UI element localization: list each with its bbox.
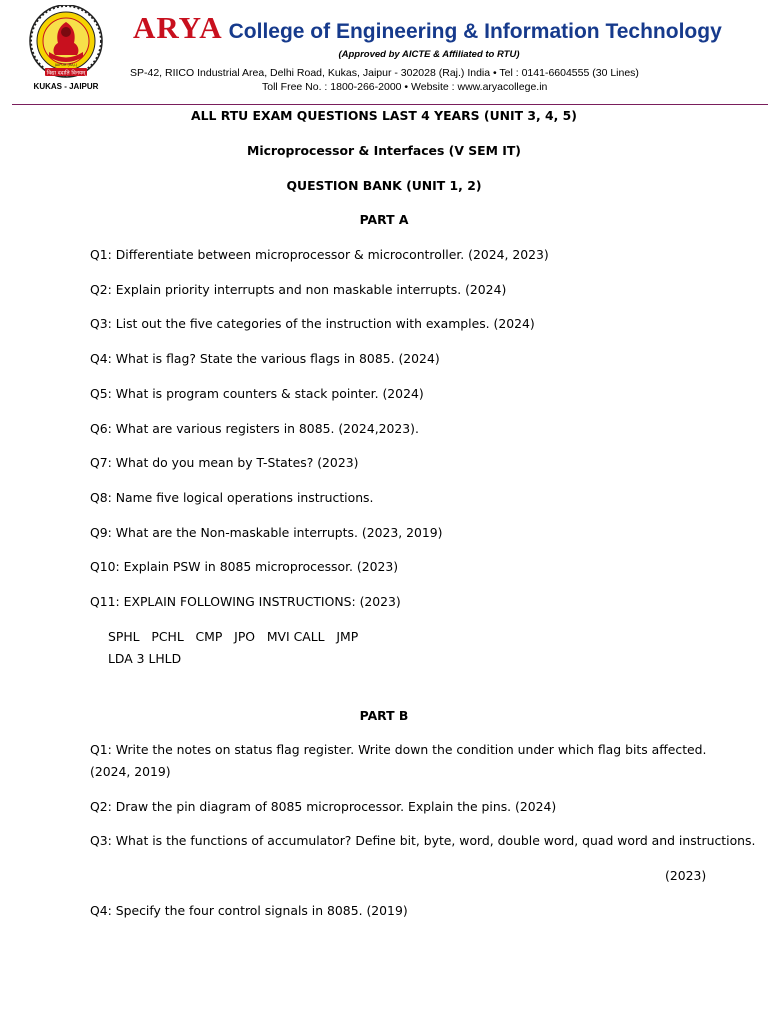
- instruction-list-line-2: LDA 3 LHLD: [108, 651, 182, 666]
- part-b-q3-year: (2023): [665, 868, 707, 883]
- tollfree-line: Toll Free No. : 1800-266-2000 • Website : www.aryacollege.in: [262, 81, 548, 93]
- college-name: [133, 10, 722, 46]
- part-a-question: Q10: Explain PSW in 8085 microprocessor. (2023): [90, 559, 399, 574]
- doc-subject: Microprocessor & Interfaces (V SEM IT): [247, 143, 521, 158]
- part-a-question: Q8: Name five logical operations instructions.: [90, 490, 374, 505]
- part-b-question: Q3: What is the functions of accumulator? Define bit, byte, word, double word, quad word and instructions.: [90, 833, 756, 848]
- approval-note: (Approved by AICTE & Affiliated to RTU): [338, 49, 520, 60]
- logo-location: KUKAS - JAIPUR: [33, 82, 99, 91]
- part-a-heading: PART A: [359, 212, 409, 227]
- college-logo: [14, 5, 118, 91]
- college-title: College of Engineering & Information Technology: [228, 20, 722, 43]
- part-a-question: Q3: List out the five categories of the instruction with examples. (2024): [90, 316, 535, 331]
- part-a-question: Q6: What are various registers in 8085. (2024,2023).: [90, 421, 419, 436]
- part-a-question: Q2: Explain priority interrupts and non maskable interrupts. (2024): [90, 282, 507, 297]
- part-a-question: Q4: What is flag? State the various flags in 8085. (2024): [90, 351, 440, 366]
- logo-city: JAIPUR (RAJ.): [54, 63, 78, 67]
- part-a-question: Q9: What are the Non-maskable interrupts. (2023, 2019): [90, 525, 443, 540]
- address-line: SP-42, RIICO Industrial Area, Delhi Road, Kukas, Jaipur - 302028 (Raj.) India • Tel : 0141-6604555 (30 Lines): [130, 67, 639, 79]
- doc-question-bank: QUESTION BANK (UNIT 1, 2): [286, 178, 482, 193]
- part-b-question: Q1: Write the notes on status flag register. Write down the condition under which flag bits affected. (2024, 2019): [90, 742, 707, 779]
- part-a-question: Q5: What is program counters & stack pointer. (2024): [90, 386, 424, 401]
- part-a-question: Q7: What do you mean by T-States? (2023): [90, 455, 359, 470]
- doc-title: ALL RTU EXAM QUESTIONS LAST 4 YEARS (UNIT 3, 4, 5): [191, 108, 577, 123]
- part-a-question: Q1: Differentiate between microprocessor & microcontroller. (2024, 2023): [90, 247, 549, 262]
- part-b-question: Q2: Draw the pin diagram of 8085 microprocessor. Explain the pins. (2024): [90, 799, 557, 814]
- instruction-list-line-1: SPHL PCHL CMP JPO MVI CALL JMP: [108, 629, 359, 644]
- header-divider: [12, 104, 768, 105]
- part-a-question: Q11: EXPLAIN FOLLOWING INSTRUCTIONS: (2023): [90, 594, 401, 609]
- brand-name: ARYA: [133, 10, 223, 45]
- part-b-question: Q4: Specify the four control signals in 8085. (2019): [90, 903, 408, 918]
- logo-motto: विद्या ददाति विनयम्: [46, 70, 86, 77]
- part-b-heading: PART B: [359, 708, 409, 723]
